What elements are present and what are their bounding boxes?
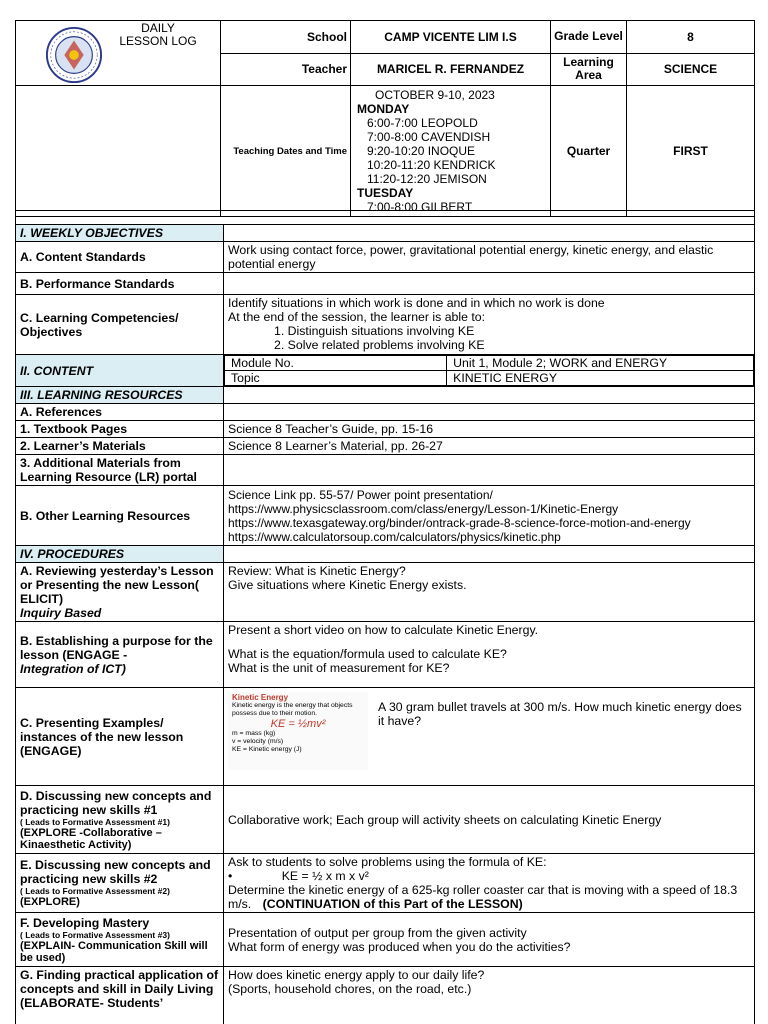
procedure-b-label xyxy=(16,622,224,688)
content-subtable xyxy=(224,355,754,386)
dates-cell xyxy=(351,86,551,217)
procedure-f-sub: ( Leads to Formative Assessment #3) xyxy=(20,929,170,940)
procedure-a-value xyxy=(224,563,755,622)
procedure-a-label xyxy=(16,563,224,622)
procedure-c-value xyxy=(224,688,755,786)
slot: 9:20-10:20 INOQUE xyxy=(367,144,476,158)
additional-materials-label: 3. Additional Materials from Learning Resource (LR) portal xyxy=(16,455,224,486)
teacher-label: Teacher xyxy=(221,53,351,86)
other-resources-value xyxy=(224,486,755,546)
teacher-value: MARICEL R. FERNANDEZ xyxy=(351,53,551,86)
module-label: Module No. xyxy=(225,356,447,371)
procedure-e-sub: (EXPLORE) xyxy=(20,896,80,908)
dates-label: Teaching Dates and Time xyxy=(221,86,351,217)
area-label: Learning Area xyxy=(551,53,627,86)
school-value: CAMP VICENTE LIM I.S xyxy=(351,21,551,54)
day-monday: MONDAY xyxy=(357,102,410,116)
procedure-e-label xyxy=(16,854,224,913)
resource-line: Science Link pp. 55-57/ Power point presentation/ xyxy=(228,487,493,502)
procedure-a-title: A. Reviewing yesterday’s Lesson or Presenting the new Lesson( ELICIT) xyxy=(20,564,214,606)
slot: 10:20-11:20 KENDRICK xyxy=(367,158,496,172)
other-resources-label: B. Other Learning Resources xyxy=(16,486,224,546)
slide-formula: KE = ½mv² xyxy=(270,718,326,730)
procedure-a-sub: Inquiry Based xyxy=(20,606,102,620)
slide-legend: m = mass (kg) xyxy=(232,730,276,737)
formula-line xyxy=(228,869,750,883)
procedure-d-sub: (EXPLORE -Collaborative – Kinaesthetic Activity) xyxy=(20,826,162,851)
learners-materials-label: 2. Learner’s Materials xyxy=(16,438,224,455)
performance-standards-value xyxy=(224,273,755,295)
procedure-b-sub: Integration of ICT) xyxy=(20,661,126,676)
text-line xyxy=(228,883,750,911)
day-tuesday: TUESDAY xyxy=(357,186,414,200)
text-line: Presentation of output per group from the given activity xyxy=(228,925,527,940)
procedure-g-label xyxy=(16,967,224,1024)
logo-cell xyxy=(16,21,221,86)
bullet-icon: • xyxy=(228,869,233,883)
procedure-f-title: F. Developing Mastery xyxy=(20,915,150,930)
ke-formula: KE = ½ x m x v² xyxy=(281,869,369,883)
grade-value: 8 xyxy=(627,21,755,54)
continuation-note: (CONTINUATION of this Part of the LESSON) xyxy=(262,897,523,911)
module-value: Unit 1, Module 2; WORK and ENERGY xyxy=(447,356,754,371)
textbook-label: 1. Textbook Pages xyxy=(16,421,224,438)
resource-link[interactable]: https://www.calculatorsoup.com/calculators/physics/kinetic.php xyxy=(228,529,561,544)
text-line: Ask to students to solve problems using the formula of KE: xyxy=(228,855,547,869)
problem-text: Determine the kinetic energy of a 625-kg roller coaster car that is moving with a speed of 18.3 m/s. xyxy=(228,883,738,911)
slot: 7:00-8:00 GILBERT xyxy=(367,200,473,214)
section-heading: I. WEEKLY OBJECTIVES xyxy=(16,225,224,242)
procedure-f-value xyxy=(224,913,755,967)
procedure-d-label xyxy=(16,786,224,854)
text-line: Give situations where Kinetic Energy exists. xyxy=(228,578,467,592)
quarter-value: FIRST xyxy=(627,86,755,217)
document-title: DAILY LESSON LOG xyxy=(119,21,197,48)
procedure-b-title: B. Establishing a purpose for the lesson (ENGAGE - xyxy=(20,633,213,662)
procedure-g-value xyxy=(224,967,755,1024)
example-question: A 30 gram bullet travels at 300 m/s. How much kinetic energy does it have? xyxy=(378,700,742,728)
text-line: What is the unit of measurement for KE? xyxy=(228,661,450,675)
header-table xyxy=(15,20,755,217)
performance-standards-label: B. Performance Standards xyxy=(16,273,224,295)
topic-label: Topic xyxy=(225,371,447,386)
dll-body xyxy=(15,210,754,1024)
school-label: School xyxy=(221,21,351,54)
slide-legend: v = velocity (m/s) xyxy=(232,738,284,745)
textbook-value: Science 8 Teacher’s Guide, pp. 15-16 xyxy=(224,421,755,438)
section-blank xyxy=(224,225,755,242)
resource-link[interactable]: https://www.texasgateway.org/binder/ontrack-grade-8-science-force-motion-and-energy xyxy=(228,515,691,530)
procedure-c-label: C. Presenting Examples/ instances of the new lesson (ENGAGE) xyxy=(16,688,224,786)
lesson-table xyxy=(15,210,755,1024)
content-standards-label: A. Content Standards xyxy=(16,242,224,273)
slide-legend: KE = Kinetic energy (J) xyxy=(232,746,302,753)
text-line: What is the equation/formula used to calculate KE? xyxy=(228,647,507,661)
quarter-label: Quarter xyxy=(551,86,627,217)
spacer-row xyxy=(16,211,755,225)
section-heading: II. CONTENT xyxy=(16,355,224,387)
grade-label: Grade Level xyxy=(551,21,627,54)
procedure-g-title: G. Finding practical application of concepts and skill in Daily Living xyxy=(20,968,219,996)
dll-header xyxy=(15,20,754,214)
text-line: (Sports, household chores, on the road, etc.) xyxy=(228,982,472,996)
section-blank xyxy=(224,546,755,563)
deped-seal-icon xyxy=(45,26,103,84)
references-value xyxy=(224,404,755,421)
section-blank xyxy=(224,387,755,404)
competencies-label: C. Learning Competencies/ Objectives xyxy=(16,295,224,355)
text-line: How does kinetic energy apply to our daily life? xyxy=(228,968,485,982)
procedure-d-title: D. Discussing new concepts and practicing new skills #1 xyxy=(20,788,212,817)
text-line: Review: What is Kinetic Energy? xyxy=(228,564,406,578)
resource-link[interactable]: https://www.physicsclassroom.com/class/energy/Lesson-1/Kinetic-Energy xyxy=(228,501,619,516)
text-line: Present a short video on how to calculate Kinetic Energy. xyxy=(228,623,539,637)
procedure-e-value xyxy=(224,854,755,913)
slot: 6:00-7:00 LEOPOLD xyxy=(367,116,478,130)
learners-materials-value: Science 8 Learner’s Material, pp. 26-27 xyxy=(224,438,755,455)
procedure-g-sub: (ELABORATE- Students’ xyxy=(20,996,164,1010)
additional-materials-value xyxy=(224,455,755,486)
competency-line: 2. Solve related problems involving KE xyxy=(274,338,485,352)
content-subtable-cell xyxy=(224,355,755,387)
slide-title: Kinetic Energy xyxy=(232,693,289,702)
text-line: What form of energy was produced when you do the activities? xyxy=(228,939,571,954)
kinetic-energy-slide xyxy=(228,692,368,770)
references-label: A. References xyxy=(16,404,224,421)
teaching-date: OCTOBER 9-10, 2023 xyxy=(375,88,495,102)
section-heading: III. LEARNING RESOURCES xyxy=(16,387,224,404)
area-value: SCIENCE xyxy=(627,53,755,86)
competencies-value xyxy=(224,295,755,355)
topic-value: KINETIC ENERGY xyxy=(447,371,754,386)
procedure-d-value: Collaborative work; Each group will activity sheets on calculating Kinetic Energy xyxy=(224,786,755,854)
empty-cell xyxy=(16,86,221,217)
slot: 7:00-8:00 CAVENDISH xyxy=(367,130,491,144)
slide-text: Kinetic energy is the energy that objects possess due to their motion. xyxy=(232,702,353,717)
procedure-b-value xyxy=(224,622,755,688)
content-standards-value: Work using contact force, power, gravitational potential energy, kinetic energy, and elastic potential energy xyxy=(224,242,755,273)
procedure-e-title: E. Discussing new concepts and practicing new skills #2 xyxy=(20,858,211,886)
slot: 11:20-12:20 JEMISON xyxy=(367,172,487,186)
competency-line: At the end of the session, the learner is able to: xyxy=(228,310,486,324)
procedure-f-label xyxy=(16,913,224,967)
procedure-d-sub: ( Leads to Formative Assessment #1) xyxy=(20,816,170,827)
procedure-e-sub: ( Leads to Formative Assessment #2) xyxy=(20,886,170,896)
procedure-f-sub: (EXPLAIN- Communication Skill will be used) xyxy=(20,939,208,964)
competency-line: 1. Distinguish situations involving KE xyxy=(274,324,475,338)
competency-line: Identify situations in which work is done and in which no work is done xyxy=(228,296,605,310)
section-heading: IV. PROCEDURES xyxy=(16,546,224,563)
